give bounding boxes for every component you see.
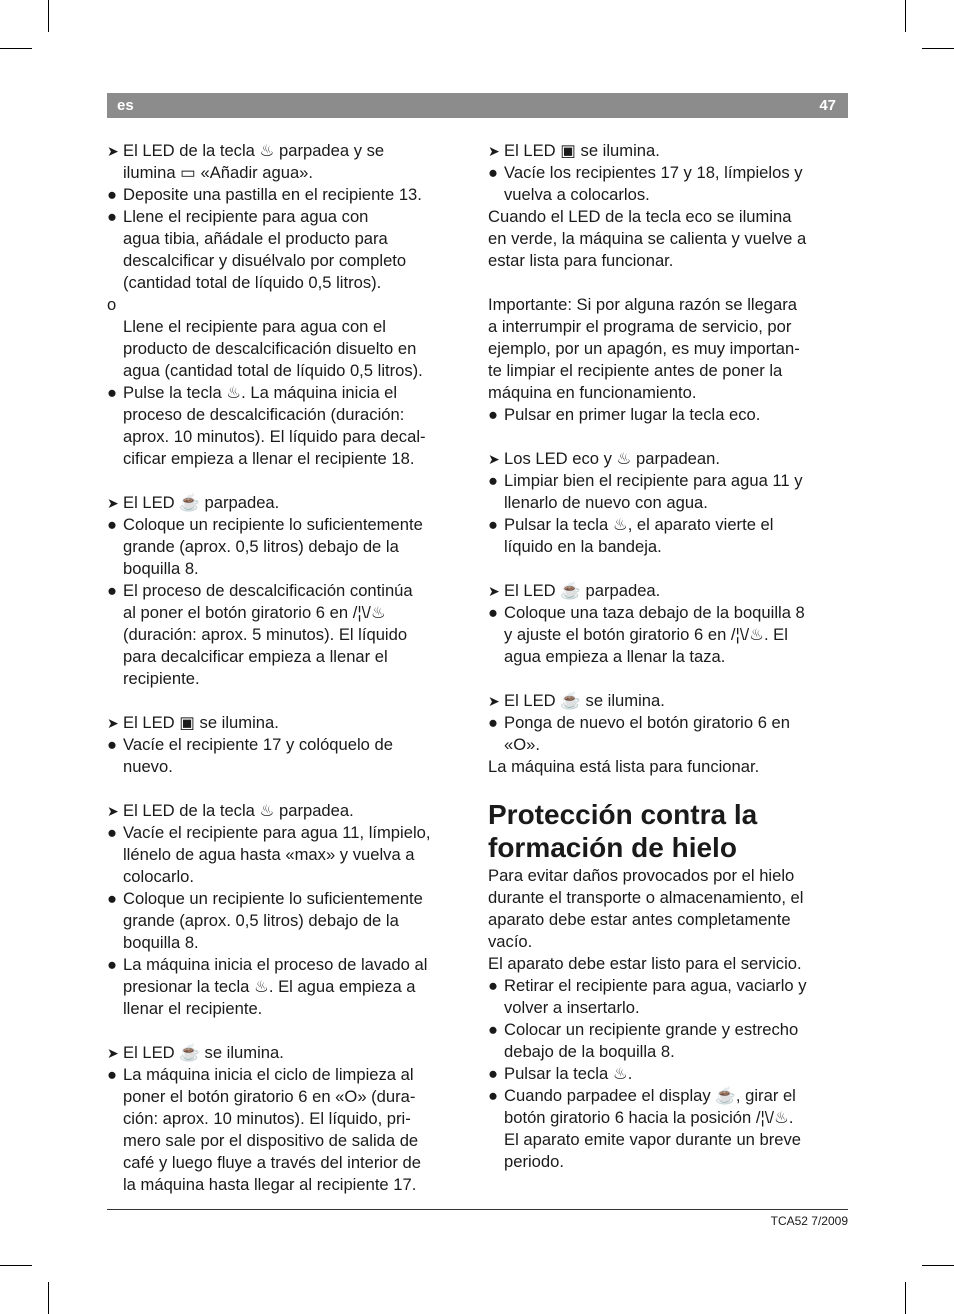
line-text: La máquina está lista para funcionar.	[488, 757, 760, 776]
text-line	[107, 140, 467, 162]
arrow-marker-icon: ➤	[107, 143, 119, 159]
text-line	[488, 492, 850, 514]
line-text: vuelva a colocarlos.	[504, 185, 650, 204]
text-line	[107, 888, 467, 910]
paragraph-gap	[488, 668, 850, 690]
line-text: café y luego fluye a través del interior de	[123, 1153, 421, 1172]
text-line	[107, 448, 467, 470]
text-line	[488, 1151, 850, 1173]
line-text: Pulsar en primer lugar la tecla eco.	[504, 405, 761, 424]
line-text: aparato debe estar antes completamente	[488, 910, 791, 929]
crop-mark	[905, 0, 906, 32]
line-text: presionar la tecla ♨. El agua empieza a	[123, 977, 416, 996]
line-text: La máquina inicia el ciclo de limpieza al	[123, 1065, 414, 1084]
text-line	[488, 580, 850, 602]
bullet-icon: ●	[107, 735, 118, 754]
text-line	[488, 1129, 850, 1151]
text-line	[107, 338, 467, 360]
text-line	[488, 624, 850, 646]
line-text: (duración: aprox. 5 minutos). El líquido	[123, 625, 408, 644]
bullet-icon: ●	[107, 955, 118, 974]
arrow-marker-icon: ➤	[107, 803, 119, 819]
section-heading	[488, 798, 850, 864]
text-line	[488, 360, 850, 382]
bullet-icon: ●	[107, 515, 118, 534]
crop-mark	[48, 0, 49, 32]
text-line	[488, 1107, 850, 1129]
line-text: poner el botón giratorio 6 en «O» (dura-	[123, 1087, 416, 1106]
line-text: líquido en la bandeja.	[504, 537, 662, 556]
line-text: la máquina hasta llegar al recipiente 17.	[123, 1175, 417, 1194]
line-text: Los LED eco y ♨ parpadean.	[504, 449, 720, 468]
line-text: nuevo.	[123, 757, 173, 776]
line-text: «O».	[504, 735, 540, 754]
text-line	[488, 206, 850, 228]
line-text: El LED de la tecla ♨ parpadea y se	[123, 141, 385, 160]
text-line	[107, 756, 467, 778]
line-text: agua empieza a llenar la taza.	[504, 647, 726, 666]
text-line	[488, 756, 850, 778]
line-text: llenarlo de nuevo con agua.	[504, 493, 708, 512]
section-heading-line: Protección contra la	[488, 799, 758, 830]
text-line	[488, 382, 850, 404]
text-line	[488, 690, 850, 712]
line-text: recipiente.	[123, 669, 200, 688]
paragraph-gap	[488, 272, 850, 294]
line-text: descalcificar y disuélvalo por completo	[123, 251, 407, 270]
line-text: Llene el recipiente para agua con	[123, 207, 369, 226]
text-line	[107, 954, 467, 976]
line-text: botón giratorio 6 hacia la posición /¦\/♨.	[504, 1108, 794, 1127]
text-line	[488, 536, 850, 558]
text-line	[107, 382, 467, 404]
text-line	[107, 492, 467, 514]
section-heading-line: formación de hielo	[488, 832, 737, 863]
line-text: Cuando el LED de la tecla eco se ilumina	[488, 207, 792, 226]
text-line	[107, 1152, 467, 1174]
line-text: boquilla 8.	[123, 933, 199, 952]
paragraph-gap	[107, 778, 467, 800]
text-line	[107, 1108, 467, 1130]
text-line	[488, 909, 850, 931]
text-line	[488, 997, 850, 1019]
line-text: ción: aprox. 10 minutos). El líquido, pri-	[123, 1109, 411, 1128]
line-text: El LED ▣ se ilumina.	[123, 713, 279, 732]
text-line	[488, 1041, 850, 1063]
line-text: para decalcificar empieza a llenar el	[123, 647, 388, 666]
text-line	[488, 865, 850, 887]
text-line	[488, 404, 850, 426]
paragraph-gap	[107, 470, 467, 492]
line-text: El LED ▣ se ilumina.	[504, 141, 660, 160]
text-line	[488, 294, 850, 316]
text-line	[488, 140, 850, 162]
text-line	[107, 162, 467, 184]
text-line	[107, 514, 467, 536]
right-column	[488, 140, 850, 1173]
bullet-icon: ●	[107, 1065, 118, 1084]
text-line	[488, 1063, 850, 1085]
line-text: Retirar el recipiente para agua, vaciarlo y	[504, 976, 807, 995]
line-text: Cuando parpadee el display ☕, girar el	[504, 1086, 796, 1105]
text-line	[107, 184, 467, 206]
text-line	[107, 800, 467, 822]
bullet-icon: ●	[488, 1064, 499, 1083]
bullet-icon: ●	[488, 976, 499, 995]
arrow-marker-icon: ➤	[107, 715, 119, 731]
line-text: grande (aprox. 0,5 litros) debajo de la	[123, 911, 399, 930]
line-text: Coloque una taza debajo de la boquilla 8	[504, 603, 805, 622]
text-line	[107, 1086, 467, 1108]
line-text: llenar el recipiente.	[123, 999, 263, 1018]
line-text: vacío.	[488, 932, 533, 951]
language-code: es	[117, 97, 134, 114]
text-line	[488, 316, 850, 338]
arrow-marker-icon: ➤	[488, 143, 500, 159]
text-line	[488, 448, 850, 470]
line-text: colocarlo.	[123, 867, 195, 886]
text-line	[488, 887, 850, 909]
line-text: El aparato emite vapor durante un breve	[504, 1130, 802, 1149]
line-text: (cantidad total de líquido 0,5 litros).	[123, 273, 382, 292]
line-text: periodo.	[504, 1152, 564, 1171]
bullet-icon: ●	[107, 383, 118, 402]
bullet-icon: ●	[488, 1020, 499, 1039]
right-column-top	[488, 140, 850, 778]
line-text: La máquina inicia el proceso de lavado al	[123, 955, 428, 974]
line-text: Limpiar bien el recipiente para agua 11 y	[504, 471, 803, 490]
paragraph-gap	[488, 426, 850, 448]
text-line	[107, 822, 467, 844]
arrow-marker-icon: ➤	[488, 583, 500, 599]
text-line	[107, 536, 467, 558]
bullet-icon: ●	[488, 515, 499, 534]
text-line	[488, 184, 850, 206]
paragraph-gap	[107, 1020, 467, 1042]
text-line	[107, 206, 467, 228]
line-text: agua (cantidad total de líquido 0,5 litros).	[123, 361, 423, 380]
text-line	[488, 470, 850, 492]
text-line	[488, 953, 850, 975]
line-text: producto de descalcificación disuelto en	[123, 339, 417, 358]
line-text: El aparato debe estar listo para el servicio.	[488, 954, 802, 973]
text-line	[488, 250, 850, 272]
line-text: y ajuste el botón giratorio 6 en /¦\/♨. El	[504, 625, 788, 644]
text-line	[107, 668, 467, 690]
bullet-icon: ●	[488, 713, 499, 732]
line-text: Coloque un recipiente lo suficientemente	[123, 515, 423, 534]
line-text: estar lista para funcionar.	[488, 251, 674, 270]
bullet-icon: ●	[488, 1086, 499, 1105]
text-line	[107, 712, 467, 734]
bullet-icon: ●	[488, 405, 499, 424]
text-line	[107, 316, 467, 338]
crop-mark	[0, 1265, 32, 1266]
page-number: 47	[819, 97, 836, 114]
line-text: te limpiar el recipiente antes de poner la	[488, 361, 783, 380]
line-text: El LED ☕ parpadea.	[504, 581, 661, 600]
line-text: Vacíe el recipiente para agua 11, límpielo,	[123, 823, 431, 842]
line-text: volver a insertarlo.	[504, 998, 640, 1017]
line-text: llénelo de agua hasta «max» y vuelva a	[123, 845, 415, 864]
text-line	[107, 250, 467, 272]
line-text: El LED ☕ se ilumina.	[504, 691, 665, 710]
line-text: durante el transporte o almacenamiento, el	[488, 888, 804, 907]
text-line	[488, 162, 850, 184]
line-text: debajo de la boquilla 8.	[504, 1042, 675, 1061]
crop-mark	[905, 1282, 906, 1314]
crop-mark	[48, 1282, 49, 1314]
text-line	[488, 931, 850, 953]
line-text: Pulse la tecla ♨. La máquina inicia el	[123, 383, 398, 402]
line-text: Pulsar la tecla ♨, el aparato vierte el	[504, 515, 774, 534]
line-text: ejemplo, por un apagón, es muy importan-	[488, 339, 800, 358]
text-line	[488, 602, 850, 624]
text-line	[107, 360, 467, 382]
bullet-icon: ●	[107, 889, 118, 908]
line-text: en verde, la máquina se calienta y vuelve a	[488, 229, 807, 248]
text-line	[107, 932, 467, 954]
bullet-icon: ●	[107, 823, 118, 842]
text-line	[107, 228, 467, 250]
arrow-marker-icon: ➤	[107, 495, 119, 511]
text-line	[488, 514, 850, 536]
paragraph-gap	[488, 558, 850, 580]
line-text: mero sale por el dispositivo de salida de	[123, 1131, 419, 1150]
line-text: El LED de la tecla ♨ parpadea.	[123, 801, 354, 820]
text-line	[107, 910, 467, 932]
text-line	[107, 426, 467, 448]
text-line	[107, 844, 467, 866]
text-line	[107, 272, 467, 294]
line-text: boquilla 8.	[123, 559, 199, 578]
line-text: Coloque un recipiente lo suficientemente	[123, 889, 423, 908]
crop-mark	[922, 1265, 954, 1266]
line-text: Deposite una pastilla en el recipiente 13.	[123, 185, 422, 204]
line-text: El LED ☕ parpadea.	[123, 493, 280, 512]
crop-mark	[922, 48, 954, 49]
line-text: cificar empieza a llenar el recipiente 18.	[123, 449, 415, 468]
text-line	[488, 712, 850, 734]
text-line	[488, 1085, 850, 1107]
text-line	[107, 866, 467, 888]
line-text: a interrumpir el programa de servicio, por	[488, 317, 792, 336]
left-column	[107, 140, 467, 1196]
text-line	[107, 602, 467, 624]
arrow-marker-icon: ➤	[107, 1045, 119, 1061]
line-text: ilumina ▭ «Añadir agua».	[123, 163, 314, 182]
line-text: Para evitar daños provocados por el hielo	[488, 866, 795, 885]
line-text: aprox. 10 minutos). El líquido para decal-	[123, 427, 426, 446]
line-text: agua tibia, añádale el producto para	[123, 229, 388, 248]
page-header-bar	[107, 93, 848, 118]
bullet-icon: ●	[488, 163, 499, 182]
line-text: proceso de descalcificación (duración:	[123, 405, 405, 424]
text-line	[107, 646, 467, 668]
text-line	[488, 975, 850, 997]
bullet-icon: ●	[107, 207, 118, 226]
line-text: Ponga de nuevo el botón giratorio 6 en	[504, 713, 790, 732]
footer-rule	[107, 1209, 848, 1210]
bullet-icon: ●	[488, 471, 499, 490]
line-text: grande (aprox. 0,5 litros) debajo de la	[123, 537, 399, 556]
right-column-bottom	[488, 865, 850, 1173]
text-line	[107, 404, 467, 426]
text-line	[107, 1064, 467, 1086]
line-text: El proceso de descalcificación continúa	[123, 581, 413, 600]
arrow-marker-icon: ➤	[488, 451, 500, 467]
footer-text: TCA52 7/2009	[770, 1214, 848, 1228]
bullet-icon: ●	[107, 185, 118, 204]
arrow-marker-icon: ➤	[488, 693, 500, 709]
line-text: Colocar un recipiente grande y estrecho	[504, 1020, 799, 1039]
line-text: El LED ☕ se ilumina.	[123, 1043, 284, 1062]
text-line	[107, 624, 467, 646]
paragraph-gap	[107, 690, 467, 712]
line-text: Importante: Si por alguna razón se llegara	[488, 295, 798, 314]
bullet-icon: ●	[488, 603, 499, 622]
text-line	[107, 998, 467, 1020]
bullet-icon: ●	[107, 581, 118, 600]
text-line	[488, 228, 850, 250]
text-line	[488, 646, 850, 668]
line-text: Pulsar la tecla ♨.	[504, 1064, 633, 1083]
text-line	[107, 1174, 467, 1196]
text-line	[107, 1042, 467, 1064]
text-line	[107, 580, 467, 602]
text-line	[107, 734, 467, 756]
text-line	[488, 1019, 850, 1041]
line-text: máquina en funcionamiento.	[488, 383, 697, 402]
text-line	[488, 734, 850, 756]
line-text: o	[107, 295, 117, 314]
text-line	[488, 338, 850, 360]
line-text: al poner el botón giratorio 6 en /¦\/♨	[123, 603, 386, 622]
text-line	[107, 1130, 467, 1152]
line-text: Vacíe el recipiente 17 y colóquelo de	[123, 735, 393, 754]
line-text: Vacíe los recipientes 17 y 18, límpielos y	[504, 163, 803, 182]
text-line	[107, 558, 467, 580]
crop-mark	[0, 48, 32, 49]
text-line	[107, 976, 467, 998]
text-line	[107, 294, 467, 316]
line-text: Llene el recipiente para agua con el	[123, 317, 386, 336]
